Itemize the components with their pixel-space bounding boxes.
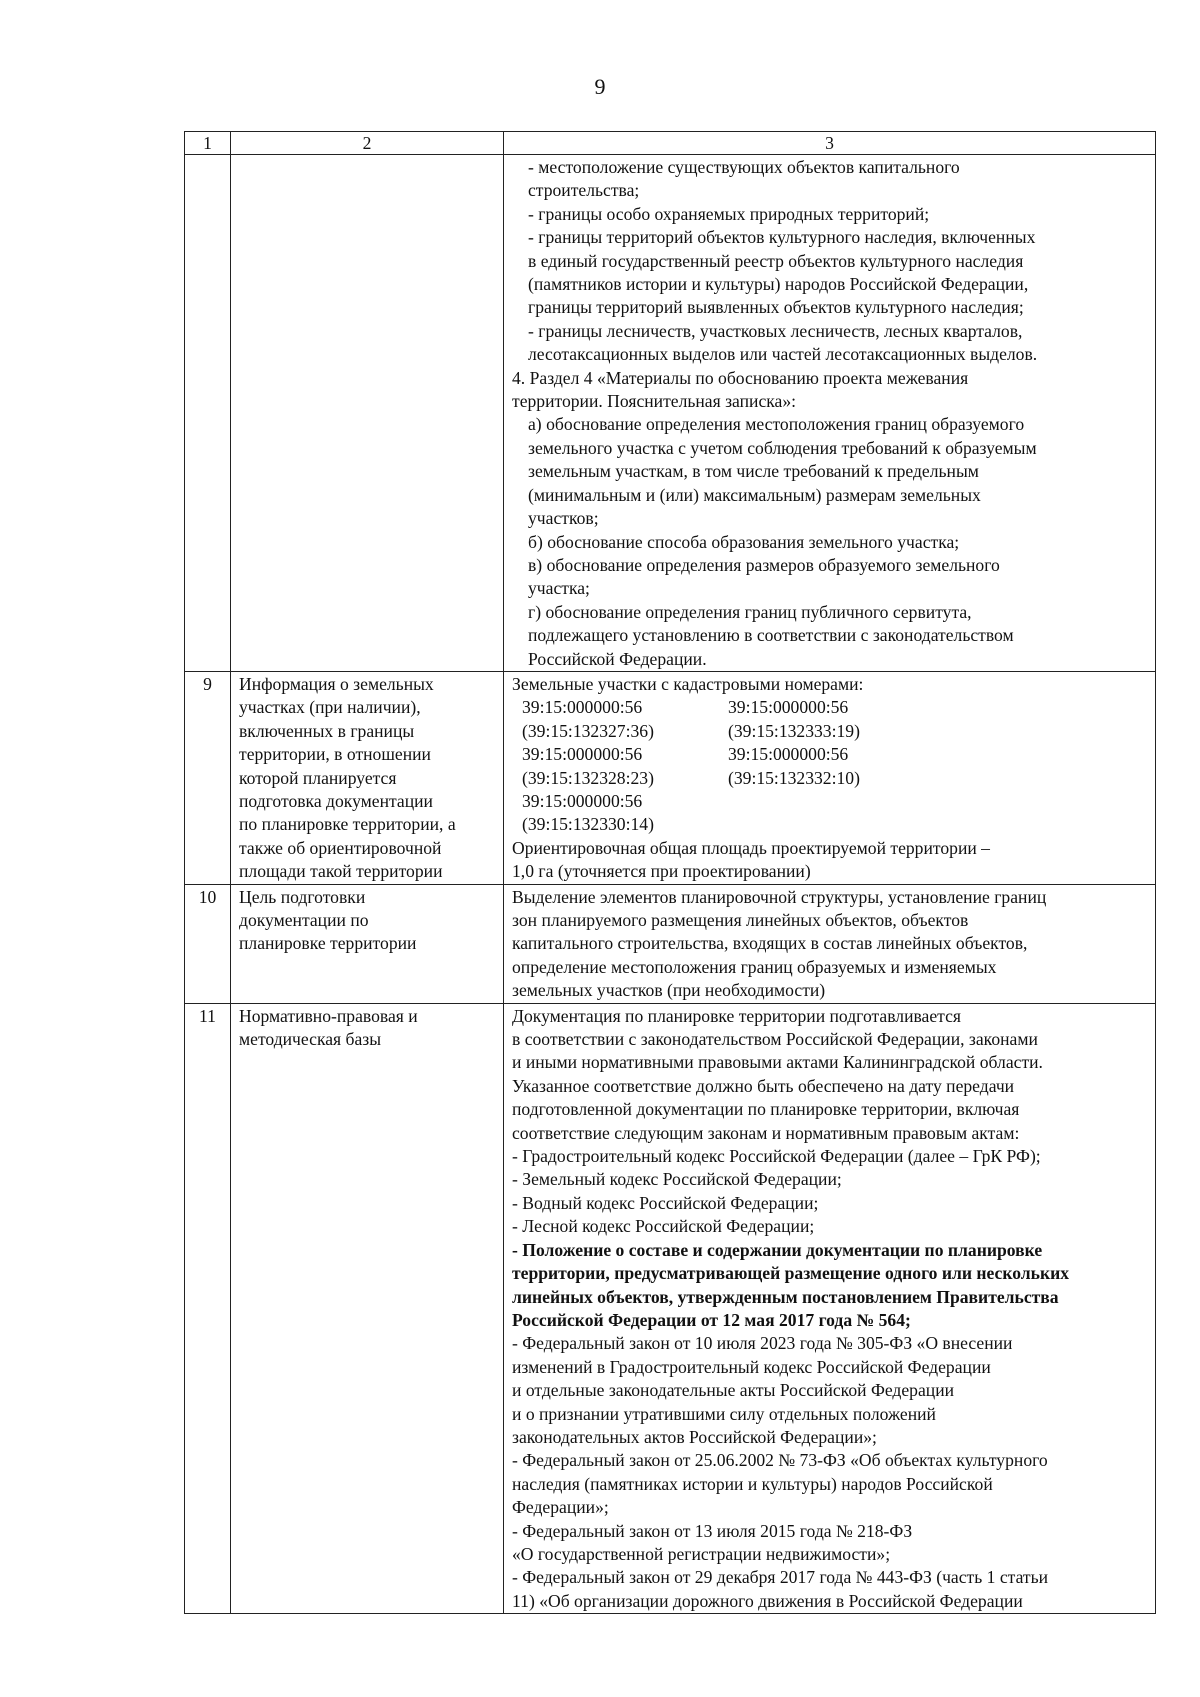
text-line: планировке территории [239, 933, 417, 954]
text-line: - Земельный кодекс Российской Федерации; [512, 1169, 842, 1190]
text-line: Российской Федерации. [528, 648, 707, 669]
text-line: в соответствии с законодательством Российской Федерации, законами [512, 1029, 1038, 1050]
text-line: по планировке территории, а [239, 814, 456, 835]
text-line: земельных участков (при необходимости) [512, 980, 826, 1001]
text-line: изменений в Градостроительный кодекс Российской Федерации [512, 1356, 991, 1377]
cadastral-number: (39:15:132327:36) [522, 720, 654, 741]
text-line: Российской Федерации от 12 мая 2017 года № 564; [512, 1309, 911, 1330]
text-line: 11) «Об организации дорожного движения в Российской Федерации [512, 1590, 1023, 1611]
text-block [512, 156, 1147, 367]
cadastral-number: 39:15:000000:56 [522, 790, 643, 811]
text-line: документации по [239, 910, 369, 930]
text-line: определение местоположения границ образуемых и изменяемых [512, 956, 997, 977]
cadastral-number: 39:15:000000:56 [728, 697, 849, 718]
text-line: а) обоснование определения местоположения границ образуемого [528, 414, 1025, 435]
text-block [512, 837, 1147, 884]
text-line: - Федеральный закон от 13 июля 2015 года № 218-ФЗ [512, 1520, 913, 1541]
text-line: - Положение о составе и содержании документации по планировке [512, 1239, 1043, 1260]
cadastral-number: (39:15:132328:23) [522, 767, 654, 788]
text-line: земельным участкам, в том числе требований к предельным [528, 461, 979, 482]
text-line: - Федеральный закон от 25.06.2002 № 73-ФЗ «Об объектах культурного [512, 1450, 1048, 1471]
cadastral-number [728, 813, 934, 836]
text-line: капитального строительства, входящих в состав линейных объектов, [512, 933, 1028, 954]
text-line: подготовка документации [239, 790, 433, 811]
text-line: территории, в отношении [239, 744, 431, 765]
cadastral-list [512, 696, 1147, 836]
text-line: участках (при наличии), [239, 697, 421, 718]
text-line: - Водный кодекс Российской Федерации; [512, 1192, 819, 1213]
text-line: (минимальным и (или) максимальным) размерам земельных [528, 484, 981, 505]
row-name [231, 1003, 504, 1614]
text-line: в единый государственный реестр объектов культурного наследия [528, 250, 1024, 271]
text-line: 1,0 га (уточняется при проектировании) [512, 861, 811, 882]
row-content [504, 1003, 1156, 1614]
cadastral-row [512, 767, 1147, 790]
text-line: Федерации»; [512, 1497, 609, 1518]
text-line: - Градостроительный кодекс Российской Федерации (далее – ГрК РФ); [512, 1146, 1041, 1167]
cadastral-row [512, 696, 1147, 719]
header-col-3: 3 [504, 132, 1156, 155]
text-line: которой планируется [239, 767, 397, 788]
row-name [231, 671, 504, 884]
row-name [231, 884, 504, 1003]
text-line: Выделение элементов планировочной структуры, установление границ [512, 886, 1047, 907]
text-line: включенных в границы [239, 720, 415, 741]
text-line: б) обоснование способа образования земельного участка; [528, 531, 960, 552]
text-line: «О государственной регистрации недвижимости»; [512, 1543, 891, 1564]
text-line: в) обоснование определения размеров образуемого земельного [528, 554, 1000, 575]
text-line: и отдельные законодательные акты Российской Федерации [512, 1380, 955, 1401]
cadastral-row [512, 813, 1147, 836]
text-line: г) обоснование определения границ публичного сервитута, [528, 601, 972, 622]
text-line: Цель подготовки [239, 886, 366, 907]
page-number: 9 [594, 74, 606, 99]
text-block [512, 413, 1147, 670]
table-row-11 [185, 1003, 1156, 1614]
header-col-2: 2 [231, 132, 504, 155]
cadastral-number: 39:15:000000:56 [522, 744, 643, 765]
cadastral-row [512, 743, 1147, 766]
text-block [512, 1332, 1147, 1613]
text-line: участка; [528, 578, 590, 599]
cadastral-number: (39:15:132332:10) [728, 767, 860, 788]
text-line: - местоположение существующих объектов капитального [528, 157, 960, 177]
row-content [504, 155, 1156, 672]
table-row-10 [185, 884, 1156, 1003]
cadastral-row [512, 790, 1147, 813]
table-row-9 [185, 671, 1156, 884]
cadastral-number [728, 790, 934, 813]
requirements-table [184, 131, 1156, 1614]
text-line: Указанное соответствие должно быть обеспечено на дату передачи [512, 1075, 1015, 1096]
text-line: - границы территорий объектов культурного наследия, включенных [528, 227, 1036, 248]
cadastral-row [512, 720, 1147, 743]
text-line: подготовленной документации по планировке территории, включая [512, 1099, 1020, 1120]
text-line: Документация по планировке территории подготавливается [512, 1005, 961, 1026]
cadastral-intro: Земельные участки с кадастровыми номерами: [512, 673, 864, 694]
row-number: 9 [185, 671, 231, 884]
text-line: границы территорий выявленных объектов культурного наследия; [528, 297, 1024, 318]
text-line: Нормативно-правовая и [239, 1005, 418, 1026]
text-line: - Федеральный закон от 29 декабря 2017 года № 443-ФЗ (часть 1 статьи [512, 1567, 1049, 1588]
row-number: 10 [185, 884, 231, 1003]
text-block [512, 1005, 1147, 1239]
text-line: лесотаксационных выделов или частей лесотаксационных выделов. [528, 344, 1038, 365]
cadastral-number: 39:15:000000:56 [522, 697, 643, 718]
text-line: - границы лесничеств, участковых лесничеств, лесных кварталов, [528, 320, 1023, 341]
text-line: - Федеральный закон от 10 июля 2023 года № 305-ФЗ «О внесении [512, 1333, 1013, 1354]
row-name [231, 155, 504, 672]
text-line: Ориентировочная общая площадь проектируемой территории – [512, 837, 990, 858]
text-line: строительства; [528, 180, 640, 201]
text-line: Информация о земельных [239, 673, 434, 694]
text-line: и иными нормативными правовыми актами Калининградской области. [512, 1052, 1043, 1073]
text-line: - границы особо охраняемых природных территорий; [528, 203, 930, 224]
text-line: территории. Пояснительная записка»: [512, 391, 797, 412]
row-number [185, 155, 231, 672]
text-line: площади такой территории [239, 861, 443, 882]
text-line: территории, предусматривающей размещение одного или нескольких [512, 1263, 1070, 1284]
text-line: зон планируемого размещения линейных объектов, объектов [512, 910, 969, 930]
row-content [504, 671, 1156, 884]
text-line: (памятников истории и культуры) народов Российской Федерации, [528, 274, 1029, 295]
text-line: также об ориентировочной [239, 837, 442, 858]
text-line: методическая базы [239, 1029, 382, 1050]
text-line: линейных объектов, утвержденным постановлением Правительства [512, 1286, 1059, 1307]
cadastral-number: (39:15:132330:14) [522, 814, 654, 835]
text-line: наследия (памятниках истории и культуры) народов Российской [512, 1473, 993, 1494]
cadastral-number: 39:15:000000:56 [728, 744, 849, 765]
table-row-continuation [185, 155, 1156, 672]
text-line: соответствие следующим законам и нормативным правовым актам: [512, 1122, 1020, 1143]
text-line: законодательных актов Российской Федерации»; [512, 1426, 877, 1447]
row-number: 11 [185, 1003, 231, 1614]
text-line: земельного участка с учетом соблюдения требований к образуемым [528, 437, 1037, 458]
text-line: - Лесной кодекс Российской Федерации; [512, 1216, 815, 1237]
cadastral-number: (39:15:132333:19) [728, 720, 860, 741]
text-line: 4. Раздел 4 «Материалы по обоснованию проекта межевания [512, 367, 969, 388]
text-line: и о признании утратившими силу отдельных положений [512, 1403, 936, 1424]
header-col-1: 1 [185, 132, 231, 155]
row-content [504, 884, 1156, 1003]
table-header-row [185, 132, 1156, 155]
bold-text-block [512, 1239, 1147, 1333]
text-line: участков; [528, 508, 599, 529]
text-block [512, 367, 1147, 414]
text-line: подлежащего установлению в соответствии с законодательством [528, 625, 1014, 646]
